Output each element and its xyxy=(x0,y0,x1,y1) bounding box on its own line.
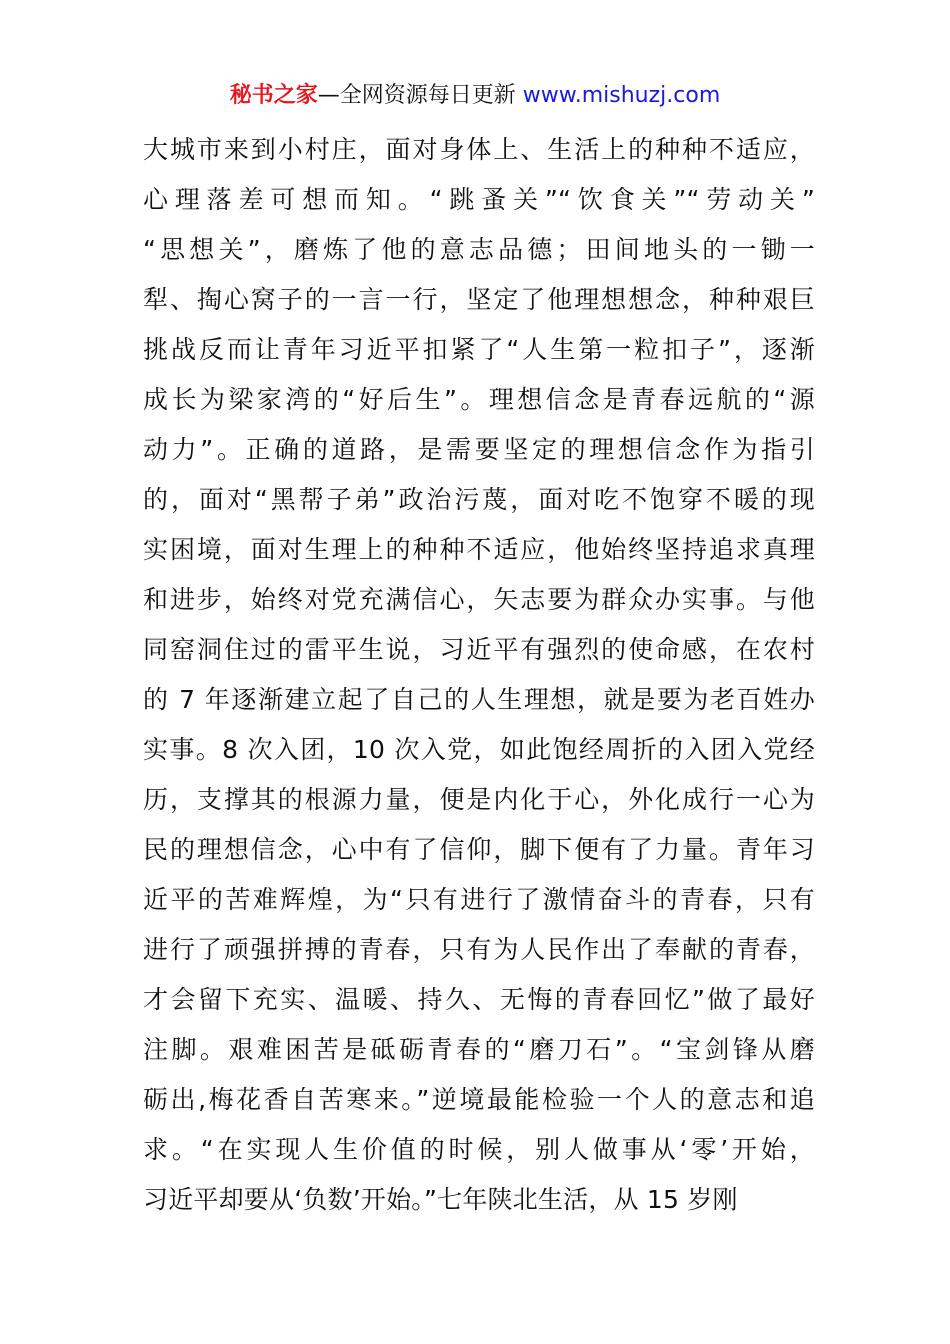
text-line: 动力”。正确的道路，是需要坚定的理想信念作为指引 xyxy=(143,435,815,464)
text-line: 砺出,梅花香自苦寒来。”逆境最能检验一个人的意志和追 xyxy=(143,1085,815,1114)
text-line: 大城市来到小村庄，面对身体上、生活上的种种不适应， xyxy=(143,135,815,164)
text-line: 实事。8 次入团，10 次入党，如此饱经周折的入团入党经 xyxy=(143,735,815,764)
text-line: 心理落差可想而知。“跳蚤关”“饮食关”“劳动关” xyxy=(143,185,815,214)
site-brand: 秘书之家 xyxy=(229,83,318,108)
text-line: 进行了顽强拼搏的青春，只有为人民作出了奉献的青春， xyxy=(143,935,815,964)
text-line: 注脚。艰难困苦是砥砺青春的“磨刀石”。“宝剑锋从磨 xyxy=(143,1035,815,1064)
page-header xyxy=(0,80,950,112)
text-line: 才会留下充实、温暖、持久、无悔的青春回忆”做了最好 xyxy=(143,985,815,1014)
text-line: 习近平却要从‘负数’开始。”七年陕北生活，从 15 岁刚 xyxy=(143,1185,738,1214)
text-line: 犁、掏心窝子的一言一行，坚定了他理想想念，种种艰巨 xyxy=(143,285,815,314)
text-line: 成长为梁家湾的“好后生”。理想信念是青春远航的“源 xyxy=(143,385,815,414)
text-line: 民的理想信念，心中有了信仰，脚下便有了力量。青年习 xyxy=(143,835,815,864)
document-body xyxy=(143,125,815,1225)
text-line: 同窑洞住过的雷平生说，习近平有强烈的使命感，在农村 xyxy=(143,635,815,664)
text-line: 的，面对“黑帮子弟”政治污蔑，面对吃不饱穿不暖的现 xyxy=(143,485,815,514)
text-line: 实困境，面对生理上的种种不适应，他始终坚持追求真理 xyxy=(143,535,815,564)
text-line: 近平的苦难辉煌，为“只有进行了激情奋斗的青春，只有 xyxy=(143,885,815,914)
text-line: 挑战反而让青年习近平扣紧了“人生第一粒扣子”，逐渐 xyxy=(143,335,815,364)
text-line: “思想关”，磨炼了他的意志品德；田间地头的一锄一 xyxy=(143,235,815,264)
site-tagline: —全网资源每日更新 xyxy=(317,83,523,108)
text-line: 和进步，始终对党充满信心，矢志要为群众办实事。与他 xyxy=(143,585,815,614)
text-line: 的 7 年逐渐建立起了自己的人生理想，就是要为老百姓办 xyxy=(143,685,815,714)
site-url-link[interactable]: www.mishuzj.com xyxy=(522,83,721,108)
text-line: 历，支撑其的根源力量，便是内化于心，外化成行一心为 xyxy=(143,785,815,814)
text-line: 求。“在实现人生价值的时候，别人做事从‘零’开始， xyxy=(143,1135,815,1164)
